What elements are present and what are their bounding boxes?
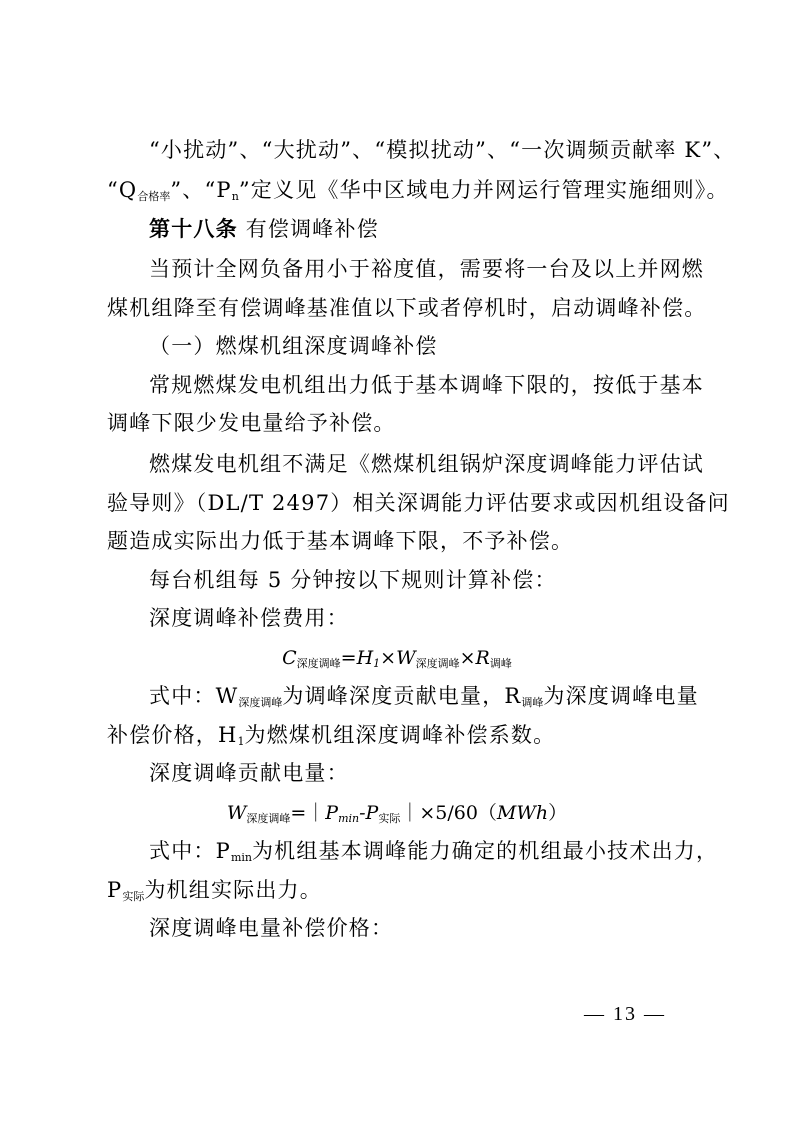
subscript: 实际 xyxy=(122,890,145,903)
paragraph-line xyxy=(107,410,692,440)
text-span: 当预计全网负备用小于裕度值，需要将一台及以上并网燃 xyxy=(149,257,704,281)
page-number: — 13 — xyxy=(584,1003,666,1025)
text-span: ”定义见《华中区域电力并网运行管理实施细则》。 xyxy=(238,178,729,202)
formula-symbol: W xyxy=(396,647,416,669)
paragraph-line xyxy=(149,137,736,167)
text-span: 深度调峰贡献电量： xyxy=(149,761,349,785)
text-span: 为调峰深度贡献电量，R xyxy=(282,684,522,708)
paragraph-line xyxy=(149,451,704,481)
text-span: 调峰下限少发电量给予补偿。 xyxy=(107,411,396,435)
subscript: 合格率 xyxy=(137,190,171,203)
paragraph-line xyxy=(149,838,719,868)
paragraph-line xyxy=(149,760,692,790)
text-span: “Q xyxy=(107,178,138,202)
text-span: 深度调峰补偿费用： xyxy=(149,606,349,630)
text-span: 验导则》（DL/T 2497）相关深调能力评估要求或因机组设备问 xyxy=(107,491,730,515)
paragraph-line xyxy=(149,567,692,597)
paragraph-line xyxy=(107,877,692,907)
formula-symbol: -P xyxy=(359,802,379,824)
subscript: 深度调峰 xyxy=(238,696,283,709)
subscript: min xyxy=(338,812,360,825)
subscript: 1 xyxy=(237,735,245,748)
formula-operator: =｜ xyxy=(290,802,326,824)
section-heading xyxy=(149,333,692,363)
formula-operator: × xyxy=(459,647,476,669)
text-span: 常规燃煤发电机组出力低于基本调峰下限的，按低于基本 xyxy=(149,373,704,397)
paragraph-line xyxy=(149,605,692,635)
text-span: 深度调峰电量补偿价格： xyxy=(149,916,394,940)
subscript: min xyxy=(230,851,252,864)
formula-symbol: C xyxy=(282,647,297,669)
paragraph-line xyxy=(107,177,729,207)
text-span: 题造成实际出力低于基本调峰下限，不予补偿。 xyxy=(107,529,574,553)
text-span: P xyxy=(107,878,123,902)
formula-symbol: H xyxy=(356,647,374,669)
formula-energy xyxy=(0,800,794,830)
text-span: 式中：P xyxy=(149,839,231,863)
paragraph-line xyxy=(149,915,692,945)
formula-symbol: P xyxy=(325,802,339,824)
subscript: 深度调峰 xyxy=(246,812,291,825)
paragraph-line xyxy=(107,295,707,325)
subscript: 深度调峰 xyxy=(296,657,341,670)
text-span: 为机组基本调峰能力确定的机组最小技术出力， xyxy=(251,839,719,863)
formula-unit: MWh xyxy=(496,802,549,824)
paragraph-line xyxy=(149,256,704,286)
formula-operator: × xyxy=(380,647,397,669)
formula-operator: ｜×5/60（ xyxy=(400,802,497,824)
text-span: 煤机组降至有偿调峰基准值以下或者停机时，启动调峰补偿。 xyxy=(107,296,707,320)
article-number: 第十八条 xyxy=(149,216,238,241)
text-span: 式中：W xyxy=(149,684,239,708)
text-span: “小扰动”、“大扰动”、“模拟扰动”、“一次调频贡献率 K”、 xyxy=(149,138,736,162)
paragraph-line xyxy=(149,372,704,402)
formula-cost xyxy=(0,645,794,675)
text-span: 为深度调峰电量 xyxy=(543,684,699,708)
text-span: （一）燃煤机组深度调峰补偿 xyxy=(149,334,438,358)
article-heading xyxy=(149,216,692,246)
subscript: 1 xyxy=(373,657,381,670)
paragraph-line xyxy=(149,683,699,713)
subscript: 调峰 xyxy=(489,657,512,670)
article-title: 有偿调峰补偿 xyxy=(245,217,379,241)
paragraph-line xyxy=(107,490,730,520)
formula-symbol: R xyxy=(475,647,490,669)
formula-operator: = xyxy=(340,647,357,669)
text-span: 每台机组每 5 分钟按以下规则计算补偿： xyxy=(149,568,557,592)
subscript: 深度调峰 xyxy=(415,657,460,670)
text-span: 补偿价格，H xyxy=(107,723,238,747)
subscript: 实际 xyxy=(378,812,401,825)
text-span: 燃煤发电机组不满足《燃煤机组锅炉深度调峰能力评估试 xyxy=(149,452,704,476)
text-span: ”、“P xyxy=(170,178,232,202)
paragraph-line xyxy=(107,722,692,752)
formula-symbol: W xyxy=(226,802,247,824)
subscript: n xyxy=(231,190,239,203)
text-span: 为机组实际出力。 xyxy=(144,878,322,902)
subscript: 调峰 xyxy=(521,696,544,709)
paragraph-line xyxy=(107,528,692,558)
formula-operator: ） xyxy=(548,802,568,824)
text-span: 为燃煤机组深度调峰补偿系数。 xyxy=(244,723,556,747)
